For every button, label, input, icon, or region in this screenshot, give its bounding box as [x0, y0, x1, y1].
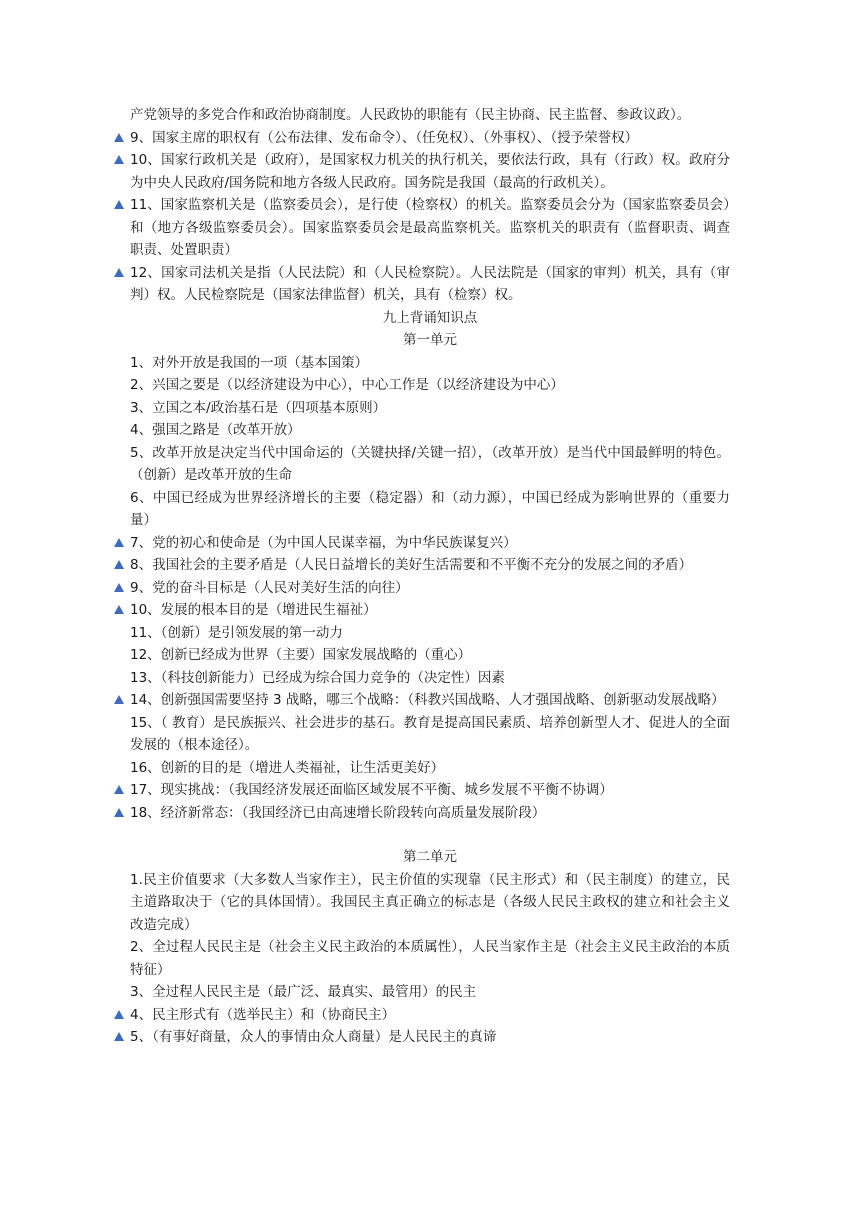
list-item: 14、创新强国需要坚持 3 战略，哪三个战略：（科教兴国战略、人才强国战略、创新驱动发展战略） [130, 689, 730, 712]
list-item: 12、创新已经成为世界（主要）国家发展战略的（重心） [130, 647, 472, 663]
list-item: 2、全过程人民民主是（社会主义民主政治的本质属性），人民当家作主是（社会主义民主政治的本质特征） [130, 939, 730, 978]
paragraph: 11、国家监察机关是（监察委员会），是行使（检察权）的机关。监察委员会分为（国家监察委员会）和（地方各级监察委员会）。国家监察委员会是最高监察机关。监察机关的职责有（监督职责、调查职责、处置职责） [130, 194, 730, 262]
paragraph: 12、国家司法机关是指（人民法院）和（人民检察院）。人民法院是（国家的审判）机关，具有（审判）权。人民检察院是（国家法律监督）机关，具有（检察）权。 [130, 262, 730, 307]
list-item: 13、（科技创新能力）已经成为综合国力竞争的（决定性）因素 [130, 669, 505, 686]
list-item: 1.民主价值要求（大多数人当家作主），民主价值的实现靠（民主形式）和（民主制度）的建立，民主道路取决于（它的具体国情）。我国民主真正确立的标志是（各级人民民主政权的建立和社会主义改造完成） [130, 871, 730, 933]
list-item: 9、党的奋斗目标是（人民对美好生活的向往） [130, 577, 730, 600]
unit1-list [130, 352, 730, 825]
list-item: 15、（ 教育）是民族振兴、社会进步的基石。教育是提高国民素质、培养创新型人才、促进人的全面发展的（根本途径）。 [130, 714, 730, 753]
list-item: 4、强国之路是（改革开放） [130, 422, 301, 438]
list-item: 17、现实挑战：（我国经济发展还面临区域发展不平衡、城乡发展不平衡不协调） [130, 779, 730, 802]
main-heading: 九上背诵知识点 [382, 309, 478, 326]
triangle-marker-icon [114, 785, 124, 794]
triangle-marker-icon [114, 133, 124, 142]
triangle-marker-icon [114, 605, 124, 614]
list-item: 7、党的初心和使命是（为中国人民谋幸福，为中华民族谋复兴） [130, 532, 730, 555]
list-item: 6、中国已经成为世界经济增长的主要（稳定器）和（动力源），中国已经成为影响世界的（重要力量） [130, 489, 730, 528]
list-item: 16、创新的目的是（增进人类福祉，让生活更美好） [130, 759, 445, 776]
triangle-marker-icon [114, 1010, 124, 1019]
list-item: 18、经济新常态：（我国经济已由高速增长阶段转向高质量发展阶段） [130, 802, 730, 825]
list-item: 2、兴国之要是（以经济建设为中心），中心工作是（以经济建设为中心） [130, 377, 564, 393]
list-item: 11、（创新）是引领发展的第一动力 [130, 624, 343, 641]
list-item: 3、全过程人民民主是（最广泛、最真实、最管用）的民主 [130, 984, 477, 1000]
paragraph: 10、国家行政机关是（政府），是国家权力机关的执行机关，要依法行政，具有（行政）权。政府分为中央人民政府/国务院和地方各级人民政府。国务院是我国（最高的行政机关）。 [130, 149, 730, 194]
triangle-marker-icon [114, 808, 124, 817]
list-item: 3、立国之本/政治基石是（四项基本原则） [130, 399, 387, 416]
list-item: 8、我国社会的主要矛盾是（人民日益增长的美好生活需要和不平衡不充分的发展之间的矛盾） [130, 554, 730, 577]
unit2-heading: 第二单元 [403, 849, 457, 865]
list-item: 5、改革开放是决定当代中国命运的（关键抉择/关键一招），（改革开放）是当代中国最鲜明的特色。（创新）是改革开放的生命 [130, 444, 730, 483]
paragraph: 9、国家主席的职权有（公布法律、发布命令）、（任免权）、（外事权）、（授予荣誉权） [130, 127, 730, 150]
triangle-marker-icon [114, 200, 124, 209]
triangle-marker-icon [114, 538, 124, 547]
triangle-marker-icon [114, 1032, 124, 1041]
unit1-heading: 第一单元 [403, 332, 457, 348]
triangle-marker-icon [114, 695, 124, 704]
triangle-marker-icon [114, 583, 124, 592]
triangle-marker-icon [114, 268, 124, 277]
list-item: 4、民主形式有（选举民主）和（协商民主） [130, 1004, 730, 1027]
list-item: 5、（有事好商量，众人的事情由众人商量）是人民民主的真谛 [130, 1026, 730, 1049]
upper-section [130, 104, 730, 307]
unit2-list [130, 869, 730, 1049]
list-item: 10、发展的根本目的是（增进民生福祉） [130, 599, 730, 622]
list-item: 1、对外开放是我国的一项（基本国策） [130, 354, 369, 371]
document-body [130, 104, 730, 1049]
triangle-marker-icon [114, 155, 124, 164]
blank-line [130, 824, 730, 846]
paragraph: 产党领导的多党合作和政治协商制度。人民政协的职能有（民主协商、民主监督、参政议政）。 [130, 107, 691, 123]
triangle-marker-icon [114, 560, 124, 569]
